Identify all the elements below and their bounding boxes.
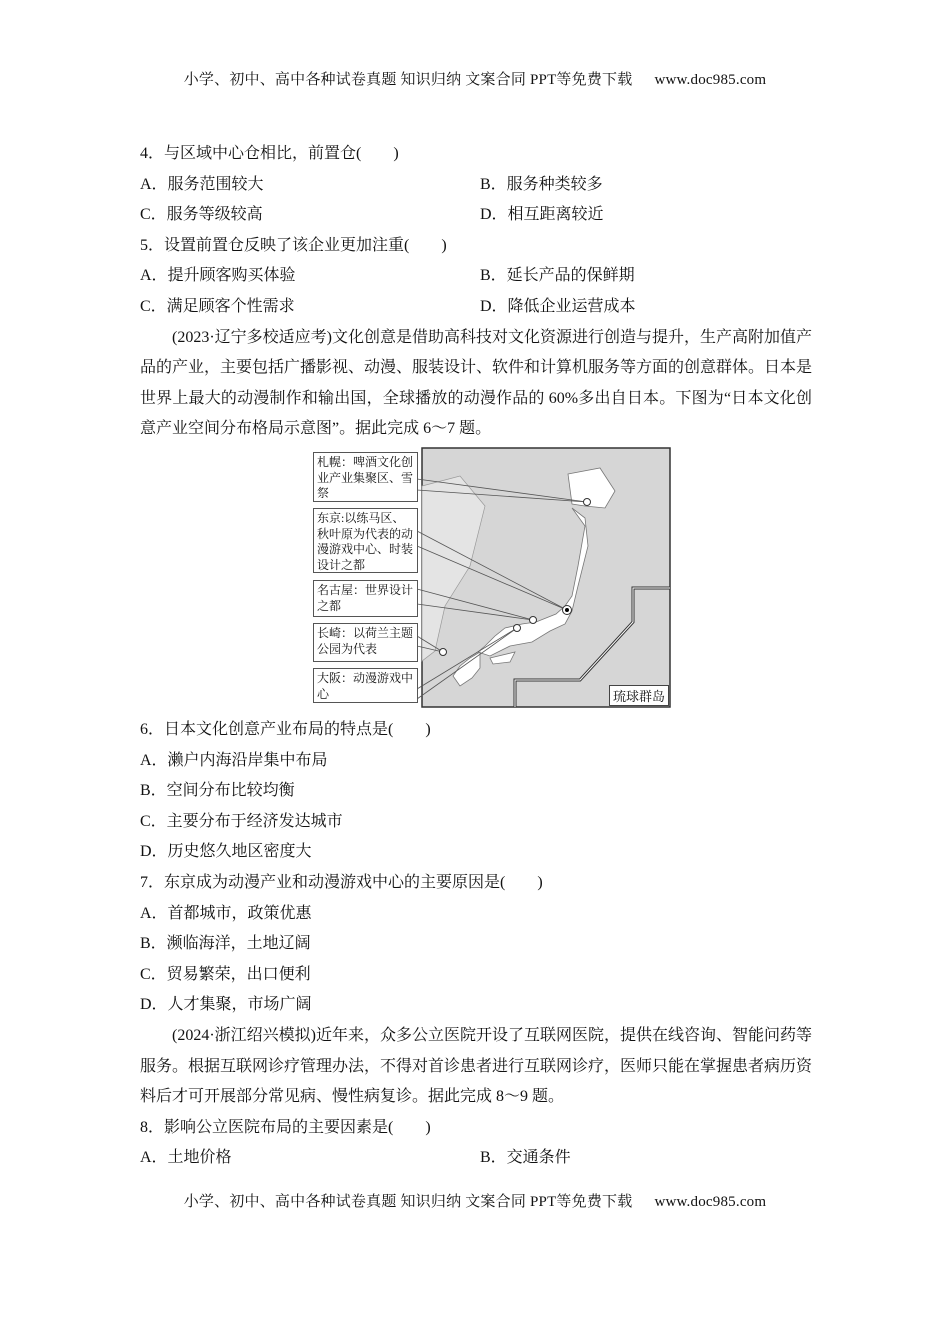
- q7-stem: 7．东京成为动漫产业和动漫游戏中心的主要原因是( ): [140, 873, 543, 891]
- block-q4-q5: [140, 139, 812, 445]
- passage-1: (2023·辽宁多校适应考)文化创意是借助高科技对文化资源进行创造与提升，生产高附加值产品的产业，主要包括广播影视、动漫、服装设计、软件和计算机服务等方面的创意群体。日本是世界上最大的动漫制作和输出国，全球播放的动漫作品的 60%多出自日本。下图为“日本文化创意产业空间分布格局示意图”。据此完成 6～7 题。: [140, 328, 813, 438]
- q6-option-c[interactable]: C．主要分布于经济发达城市: [140, 812, 343, 830]
- q8-option-b[interactable]: B．交通条件: [480, 1149, 571, 1167]
- page-header: [0, 68, 950, 89]
- footer-site[interactable]: www.doc985.com: [654, 1194, 767, 1210]
- footer-text: 小学、初中、高中各种试卷真题 知识归纳 文案合同 PPT等免费下载: [183, 1194, 633, 1210]
- q4-stem: 4．与区域中心仓相比，前置仓( ): [140, 145, 399, 162]
- q7-option-d[interactable]: D．人才集聚，市场广阔: [140, 996, 312, 1014]
- q5-option-a[interactable]: A．提升顾客购买体验: [140, 267, 296, 285]
- ryukyu-inset-label: 琉球群岛: [609, 685, 669, 706]
- q5-option-b[interactable]: B．延长产品的保鲜期: [480, 267, 635, 285]
- header-site[interactable]: www.doc985.com: [654, 72, 767, 88]
- q8-stem: 8．影响公立医院布局的主要因素是( ): [140, 1118, 431, 1136]
- q4-option-a[interactable]: A．服务范围较大: [140, 175, 264, 193]
- header-text: 小学、初中、高中各种试卷真题 知识归纳 文案合同 PPT等免费下载: [183, 72, 633, 88]
- q7-option-c[interactable]: C．贸易繁荣，出口便利: [140, 965, 311, 983]
- q5-option-d[interactable]: D．降低企业运营成本: [480, 297, 636, 315]
- q8-option-a[interactable]: A．土地价格: [140, 1149, 232, 1167]
- passage-2: (2024·浙江绍兴模拟)近年来，众多公立医院开设了互联网医院，提供在线咨询、智能问药等服务。根据互联网诊疗管理办法，不得对首诊患者进行互联网诊疗，医师只能在掌握患者病历资料后才可开展部分常见病、慢性病复诊。据此完成 8～9 题。: [140, 1026, 813, 1106]
- label-nagoya: 名古屋：世界设计之都: [313, 580, 418, 617]
- page-footer: [0, 1190, 950, 1211]
- q5-option-c[interactable]: C．满足顾客个性需求: [140, 297, 295, 315]
- q6-option-b[interactable]: B．空间分布比较均衡: [140, 782, 295, 800]
- japan-culture-industry-map: [310, 446, 672, 710]
- label-nagasaki: 长崎：以荷兰主题公园为代表: [313, 623, 418, 662]
- label-osaka: 大阪：动漫游戏中心: [313, 668, 418, 703]
- q7-option-b[interactable]: B．濒临海洋，土地辽阔: [140, 935, 311, 953]
- q6-option-a[interactable]: A．濑户内海沿岸集中布局: [140, 751, 328, 769]
- q4-option-d[interactable]: D．相互距离较近: [480, 206, 604, 224]
- q7-option-a[interactable]: A．首都城市，政策优惠: [140, 904, 312, 922]
- q4-option-c[interactable]: C．服务等级较高: [140, 206, 263, 224]
- q4-option-b[interactable]: B．服务种类较多: [480, 175, 603, 193]
- q6-option-d[interactable]: D．历史悠久地区密度大: [140, 843, 312, 861]
- q6-stem: 6．日本文化创意产业布局的特点是( ): [140, 721, 431, 738]
- block-q6-q8: [140, 715, 812, 1174]
- label-tokyo: 东京:以练马区、秋叶原为代表的动漫游戏中心、时装设计之都: [313, 508, 418, 573]
- label-sapporo: 札幌：啤酒文化创业产业集聚区、雪祭: [313, 452, 418, 502]
- q5-stem: 5．设置前置仓反映了该企业更加注重( ): [140, 236, 447, 254]
